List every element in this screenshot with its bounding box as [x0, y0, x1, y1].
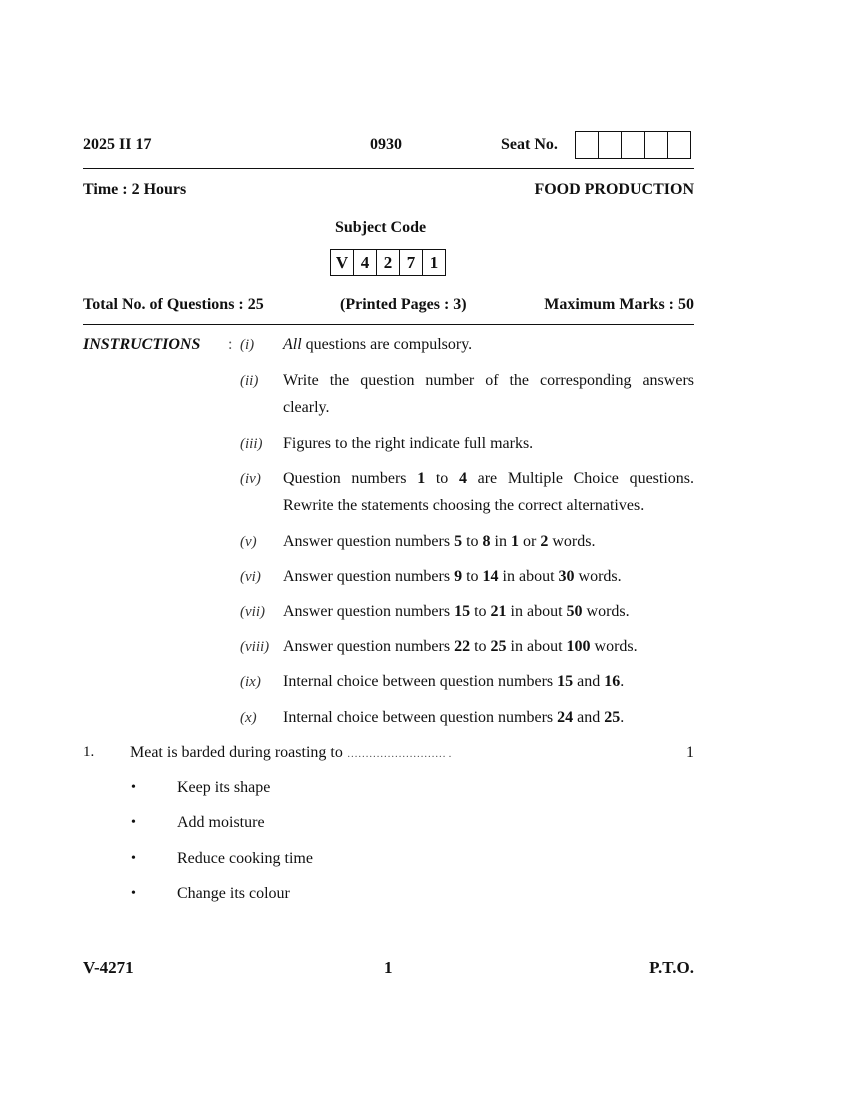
instruction-text-part: words. — [590, 638, 638, 655]
footer-code: V-4271 — [83, 958, 134, 977]
time: Time : 2 Hours — [83, 181, 187, 198]
instruction-number: (vii) — [240, 604, 265, 620]
instruction-text-part: Internal choice between question numbers — [283, 709, 558, 726]
seat-number-boxes[interactable] — [575, 131, 691, 159]
instruction-text-part: 14 — [482, 568, 499, 585]
instruction-text-part: Answer question numbers — [283, 533, 455, 550]
instruction-text-part: to — [470, 638, 491, 655]
bullet-icon: • — [131, 850, 136, 866]
instruction-text-part: to — [425, 470, 459, 487]
answer-blank: ……………………… . — [346, 748, 452, 760]
instruction-text-part: or — [519, 533, 541, 550]
seat-label: Seat No. — [501, 136, 558, 153]
answer-option: Change its colour — [177, 884, 290, 902]
subject-code-boxes — [330, 249, 446, 276]
instruction-text-part: 24 — [557, 709, 574, 726]
instruction-text — [283, 331, 694, 358]
instruction-number: (iv) — [240, 471, 261, 487]
instruction-text — [283, 528, 694, 555]
instruction-text-part: 2 — [540, 533, 549, 550]
question-stem: Meat is barded during roasting to — [130, 744, 343, 761]
instruction-text-part: to — [470, 603, 491, 620]
instruction-text-part: 1 — [511, 533, 519, 550]
subject-code-label: Subject Code — [335, 219, 427, 236]
pto: P.T.O. — [649, 958, 694, 977]
instruction-text-part: words. — [548, 533, 596, 550]
instruction-number: (ix) — [240, 674, 261, 690]
instruction-text — [283, 598, 694, 625]
instruction-text-part: are Multiple Choice questions. Rewrite the statements choosing the correct alternatives. — [283, 470, 695, 514]
code-box: 2 — [377, 250, 400, 275]
question-number: 1. — [83, 744, 95, 760]
instructions-colon: : — [228, 336, 233, 353]
instruction-text-part: in about — [506, 603, 567, 620]
max-marks: Maximum Marks : 50 — [544, 296, 694, 313]
instruction-text-part: 16 — [604, 673, 621, 690]
subject-title: FOOD PRODUCTION — [534, 181, 694, 198]
printed-pages: (Printed Pages : 3) — [340, 296, 467, 313]
seat-box[interactable] — [645, 132, 668, 158]
question-text — [130, 744, 451, 762]
seat-box[interactable] — [622, 132, 645, 158]
answer-option: Keep its shape — [177, 779, 271, 796]
bullet-icon: • — [131, 815, 136, 831]
question-marks: 1 — [686, 744, 694, 761]
instruction-text-part: 25 — [604, 709, 621, 726]
instruction-text — [283, 668, 694, 695]
instruction-text-part: in about — [498, 568, 559, 585]
instruction-text-part: Answer question numbers — [283, 638, 455, 655]
instruction-text-part: questions are compulsory. — [301, 336, 473, 353]
instruction-text-part: 5 — [454, 533, 463, 550]
instruction-text-part: All — [283, 336, 302, 353]
instruction-text-part: 15 — [557, 673, 574, 690]
code-box: 4 — [354, 250, 377, 275]
instruction-number: (x) — [240, 710, 257, 726]
instruction-text-part: 15 — [454, 603, 471, 620]
bullet-icon: • — [131, 885, 136, 901]
instruction-text-part: Write the question number of the corresponding answers clearly. — [283, 372, 694, 416]
answer-option: Reduce cooking time — [177, 849, 313, 867]
instruction-text-part: Answer question numbers — [283, 568, 455, 585]
instruction-text-part: 22 — [454, 638, 471, 655]
instruction-number: (viii) — [240, 639, 270, 655]
instruction-text-part: 30 — [558, 568, 575, 585]
instruction-text — [283, 465, 694, 519]
instruction-text-part: in about — [506, 638, 567, 655]
instruction-text-part: . — [620, 709, 625, 726]
instruction-text-part: Figures to the right indicate full marks. — [283, 435, 534, 452]
instruction-text — [283, 563, 694, 590]
code-box: V — [331, 250, 354, 275]
instruction-text-part: Answer question numbers — [283, 603, 455, 620]
instruction-text — [283, 633, 694, 660]
seat-box[interactable] — [576, 132, 599, 158]
instruction-text-part: 21 — [490, 603, 507, 620]
bullet-icon: • — [131, 780, 136, 795]
total-questions: Total No. of Questions : 25 — [83, 296, 264, 313]
divider — [83, 324, 694, 325]
divider — [83, 168, 694, 169]
instruction-number: (vi) — [240, 569, 261, 585]
page-number: 1 — [384, 958, 393, 977]
instruction-text-part: Internal choice between question numbers — [283, 673, 558, 690]
instruction-text-part: to — [462, 533, 483, 550]
instruction-number: (v) — [240, 534, 257, 550]
instruction-text — [283, 367, 694, 421]
instruction-text-part: 8 — [482, 533, 491, 550]
instruction-text-part: 4 — [458, 470, 467, 487]
paper-code-mid: 0930 — [370, 136, 402, 153]
seat-box[interactable] — [599, 132, 622, 158]
instruction-number: (ii) — [240, 373, 259, 389]
paper-code-left: 2025 II 17 — [83, 136, 152, 153]
instruction-text-part: 25 — [490, 638, 507, 655]
instruction-text-part: 1 — [417, 470, 426, 487]
instruction-text — [283, 704, 694, 731]
instruction-text-part: 100 — [566, 638, 591, 655]
instruction-text-part: 9 — [454, 568, 463, 585]
instruction-text-part: to — [462, 568, 483, 585]
answer-option: Add moisture — [177, 814, 265, 832]
instruction-text-part: in — [490, 533, 511, 550]
seat-box[interactable] — [668, 132, 690, 158]
code-box: 7 — [400, 250, 423, 275]
instructions-label: INSTRUCTIONS — [83, 336, 201, 353]
instruction-number: (iii) — [240, 436, 263, 452]
code-box: 1 — [429, 253, 439, 272]
instruction-text-part: words. — [574, 568, 622, 585]
instruction-text-part: . — [620, 673, 625, 690]
instruction-text — [283, 430, 694, 457]
instruction-text-part: words. — [582, 603, 630, 620]
instruction-text-part: and — [573, 709, 605, 726]
instruction-text-part: 50 — [566, 603, 583, 620]
instruction-text-part: Question numbers — [283, 470, 418, 487]
instruction-text-part: and — [573, 673, 605, 690]
instruction-number: (i) — [240, 337, 255, 353]
